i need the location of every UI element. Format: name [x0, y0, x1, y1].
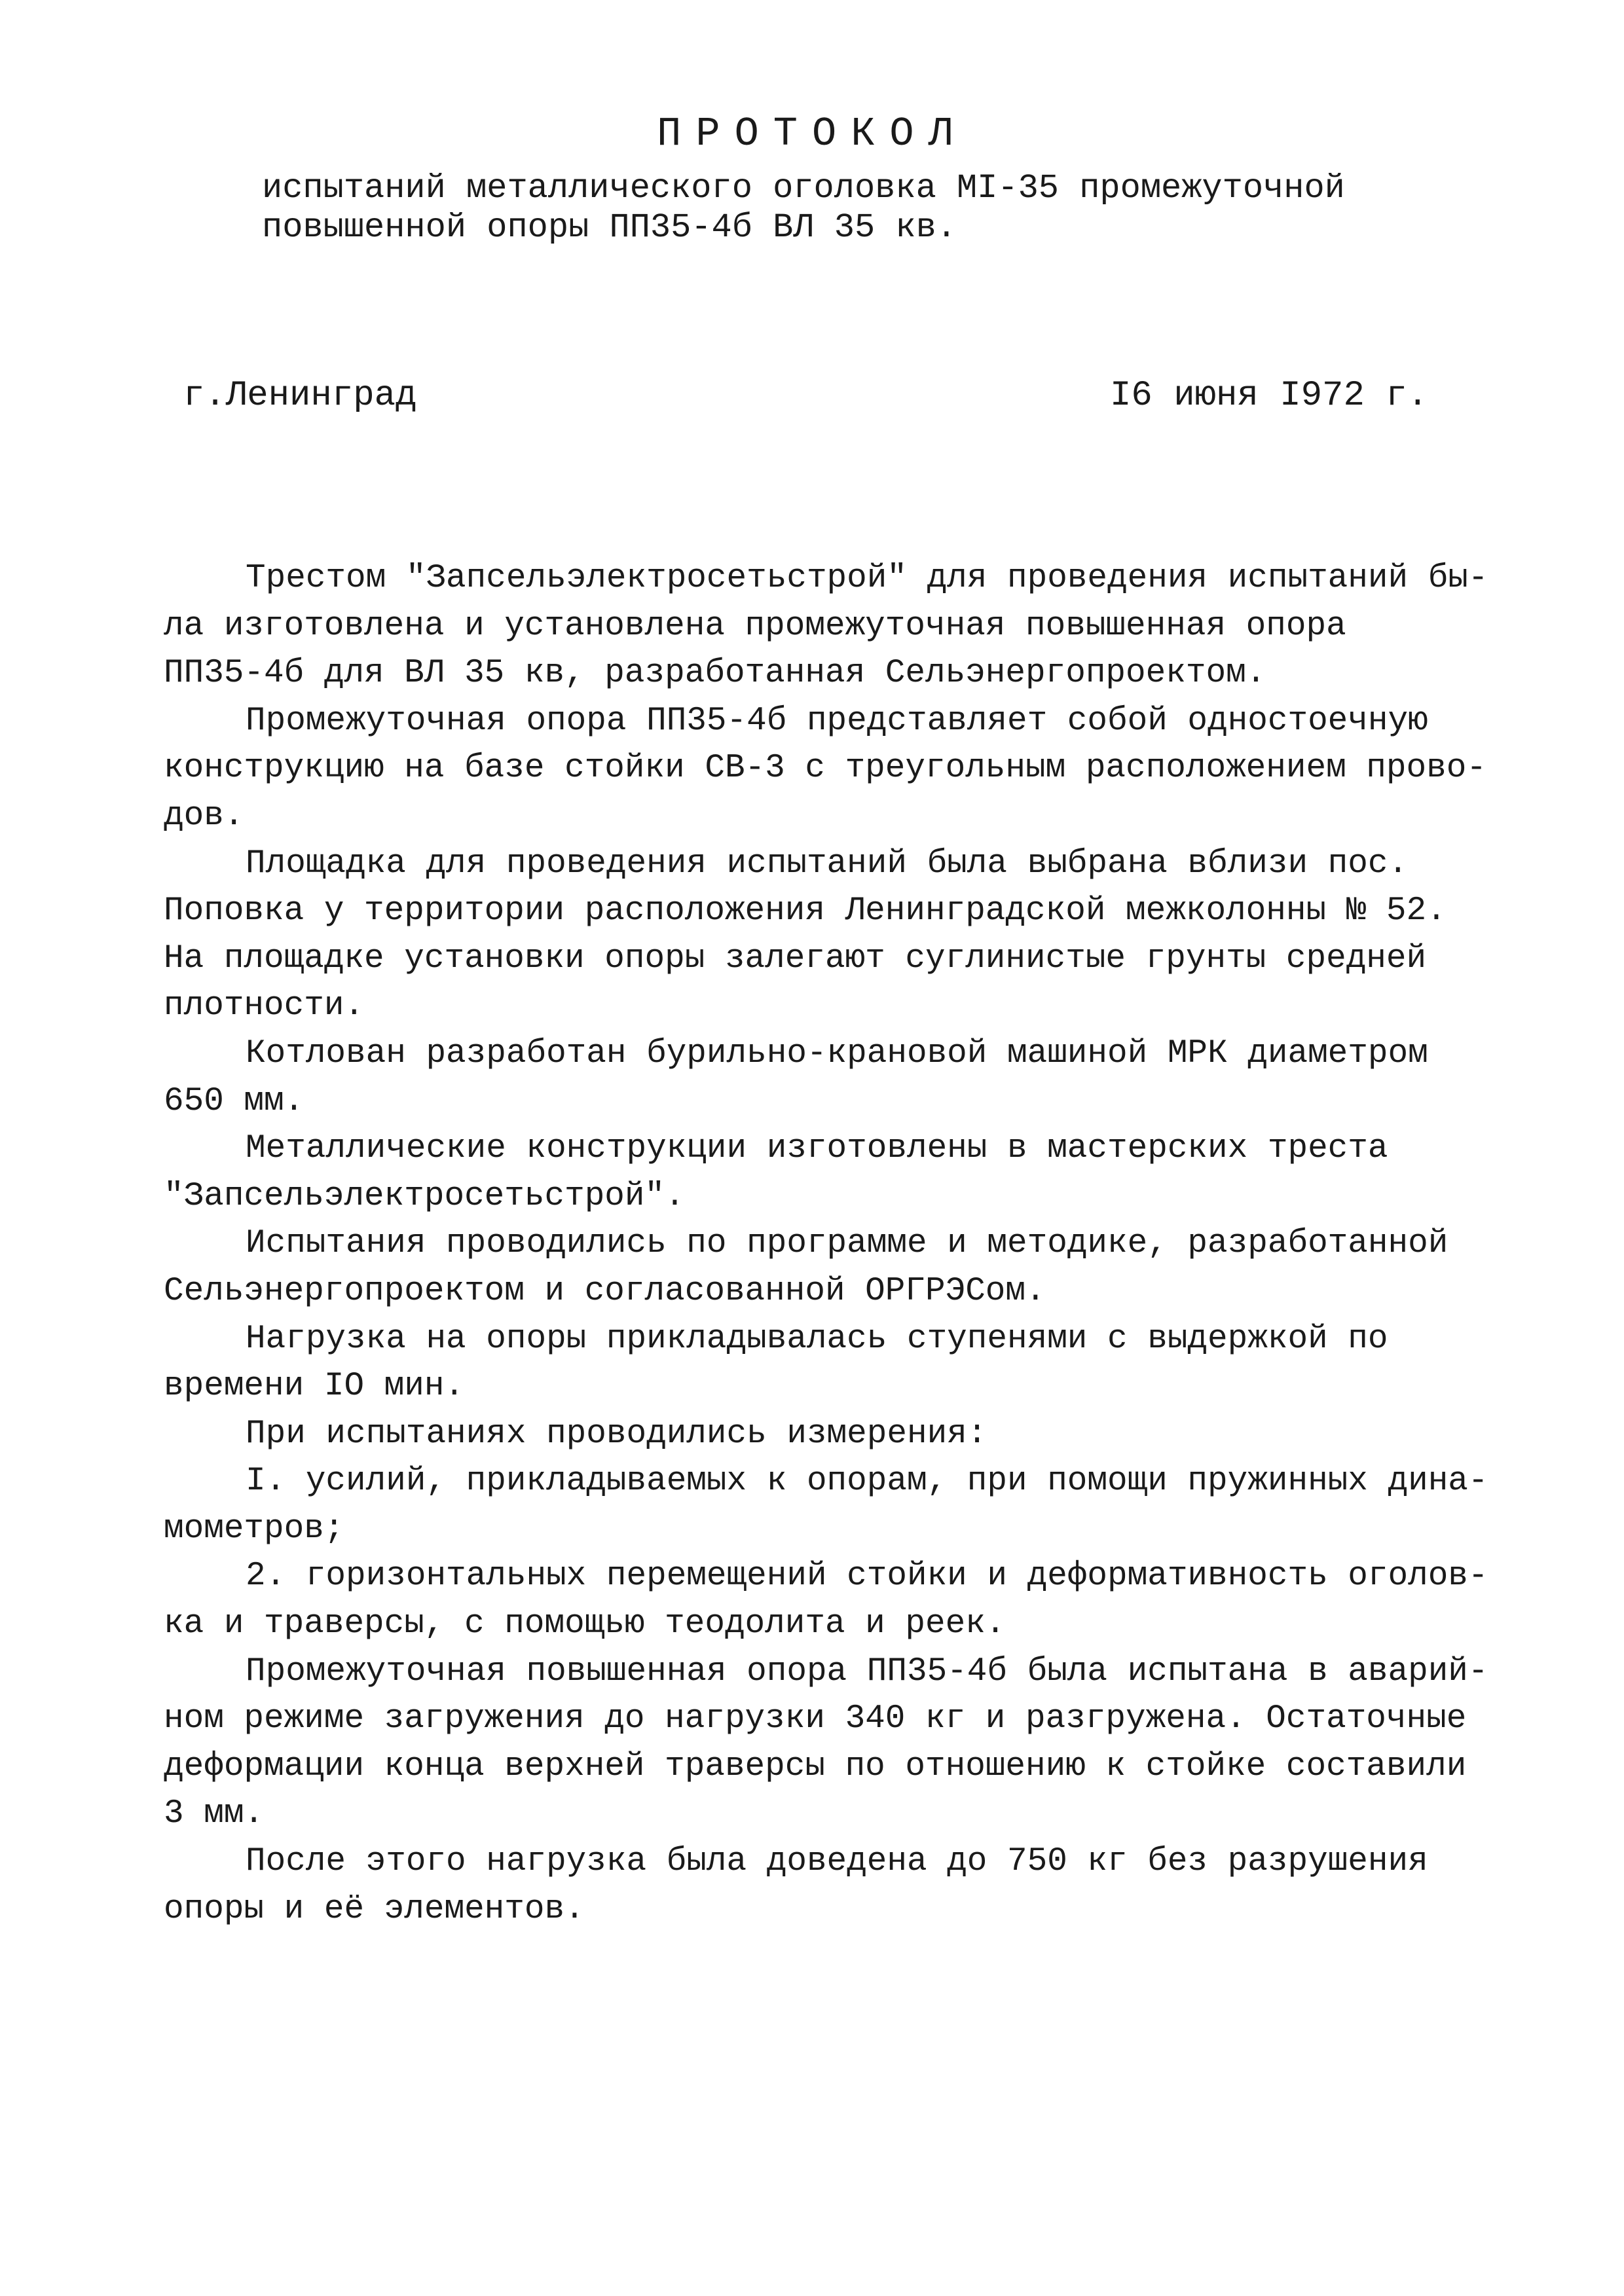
body-line: опоры и её элементов.: [164, 1890, 585, 1928]
subtitle-line: испытаний металлического оголовка МI-35 промежуточной: [262, 169, 1345, 208]
body-line: времени IO мин.: [164, 1368, 465, 1406]
document-title: ПРОТОКОЛ: [657, 111, 967, 157]
body-line: мометров;: [164, 1510, 344, 1548]
body-line: Поповка у территории расположения Ленинградской межколонны № 52.: [164, 892, 1447, 930]
body-line: 3 мм.: [164, 1795, 265, 1833]
body-line: 650 мм.: [164, 1082, 304, 1120]
body-line: Нагрузка на опоры прикладывалась ступенями с выдержкой по: [246, 1320, 1388, 1358]
body-line: ПП35-4б для ВЛ 35 кв, разработанная Сельэнергопроектом.: [164, 655, 1266, 693]
document-body: [164, 555, 1493, 1933]
body-line: ла изготовлена и установлена промежуточная повышенная опора: [164, 607, 1346, 645]
body-line: ка и траверсы, с помощью теодолита и реек.: [164, 1605, 1006, 1643]
body-line: дов.: [164, 797, 244, 835]
body-line: Котлован разработан бурильно-крановой машиной МРК диаметром: [246, 1034, 1428, 1072]
body-line: Металлические конструкции изготовлены в мастерских треста: [246, 1130, 1388, 1168]
body-line: ном режиме загружения до нагрузки 340 кг и разгружена. Остаточные: [164, 1700, 1467, 1738]
body-line: Трестом "Запсельэлектросетьстрой" для проведения испытаний бы-: [246, 560, 1488, 597]
body-line: Площадка для проведения испытаний была выбрана вблизи пос.: [246, 845, 1409, 883]
body-line: конструкцию на базе стойки СВ-3 с треугольным расположением прово-: [164, 750, 1486, 788]
body-line: плотности.: [164, 987, 365, 1025]
body-line: I. усилий, прикладываемых к опорам, при помощи пружинных дина-: [246, 1463, 1488, 1501]
subtitle-line: повышенной опоры ПП35-4б ВЛ 35 кв.: [262, 208, 957, 247]
body-line: При испытаниях проводились измерения:: [246, 1415, 987, 1453]
body-line: На площадке установки опоры залегают суглинистые грунты средней: [164, 939, 1427, 977]
document-subtitle: [262, 169, 1375, 247]
document-date: I6 июня I972 г.: [1110, 376, 1429, 416]
document-city: г.Ленинград: [183, 376, 417, 416]
body-line: Промежуточная опора ПП35-4б представляет собой одностоечную: [246, 702, 1428, 740]
body-line: Промежуточная повышенная опора ПП35-4б была испытана в аварий-: [246, 1652, 1488, 1690]
body-line: Сельэнергопроектом и согласованной ОРГРЭСом.: [164, 1272, 1046, 1310]
body-line: После этого нагрузка была доведена до 750 кг без разрушения: [246, 1843, 1428, 1881]
body-line: Испытания проводились по программе и методике, разработанной: [246, 1225, 1449, 1263]
body-line: "Запсельэлектросетьстрой".: [164, 1177, 685, 1215]
body-line: 2. горизонтальных перемещений стойки и деформативность оголов-: [246, 1558, 1488, 1595]
body-line: деформации конца верхней траверсы по отношению к стойке составили: [164, 1747, 1467, 1785]
